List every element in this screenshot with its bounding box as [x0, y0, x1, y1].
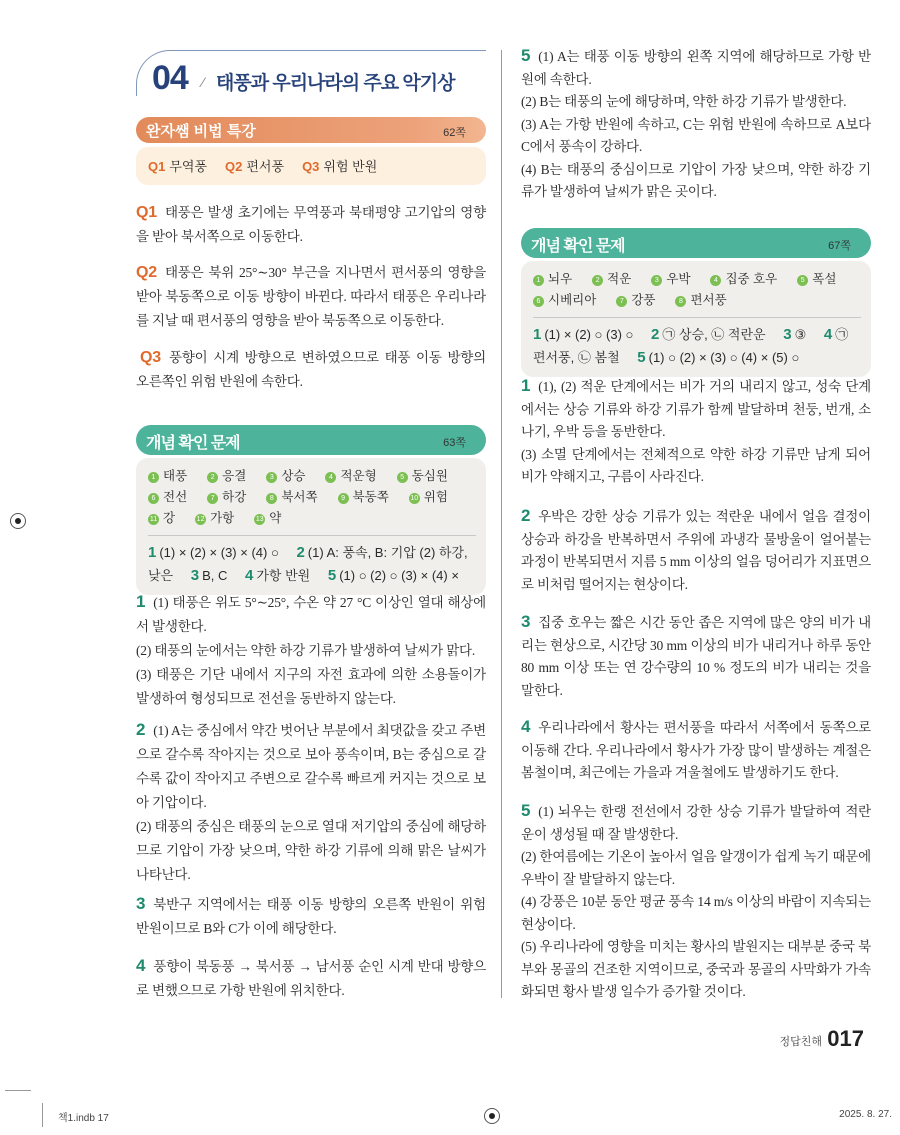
number-badge-icon: 2 — [592, 275, 603, 286]
keyword-item — [533, 290, 596, 311]
explanation-text: (3) A는 가항 반원에 속하고, C는 위험 반원에 속하므로 A보다 C에서 풍속이 강하다. — [521, 116, 871, 154]
explanation-block — [521, 376, 871, 489]
divider — [533, 317, 861, 318]
answer-number: 3 — [190, 567, 200, 584]
explanation-text: (3) 소멸 단계에서는 전체적으로 약한 하강 기류만 남게 되어 비가 약해지고, 구름이 사라진다. — [521, 446, 871, 484]
number-badge-icon: 4 — [710, 275, 721, 286]
keyword-text: 편서풍 — [690, 293, 727, 307]
keyword-list — [148, 466, 476, 529]
explanation-paragraph — [136, 663, 486, 711]
explanation-text: (2) 태풍의 눈에서는 약한 하강 기류가 발생하여 날씨가 맑다. — [136, 643, 476, 658]
answer-text: 무역풍 — [169, 159, 208, 174]
keyword-text: 뇌우 — [548, 272, 573, 286]
explanation-text: 집중 호우는 짧은 시간 동안 좁은 지역에 많은 양의 비가 내리는 현상으로, 시간당 30 mm 이상의 비가 내리거나 하루 동안 80 mm 이상 또는 연 강수량의 10 % 정도의 비가 내리는 것을 말한다. — [521, 615, 871, 698]
explanation-number: 2 — [136, 720, 146, 739]
explanation-paragraph — [521, 612, 871, 702]
keyword-text: 집중 호우 — [725, 272, 778, 286]
special-explanation — [136, 346, 486, 394]
concept-check-body — [136, 458, 486, 595]
concept-check-page: 67쪽 — [828, 240, 851, 252]
keyword-text: 북동쪽 — [352, 490, 389, 504]
number-badge-icon: 12 — [196, 516, 205, 523]
answer-item — [328, 568, 459, 583]
concept-check-box-67 — [521, 228, 871, 377]
explanation-number: 3 — [521, 612, 531, 631]
explanation-text: 북반구 지역에서는 태풍 이동 방향의 오른쪽 반원이 위험 반원이므로 B와 C가 이에 해당한다. — [136, 897, 486, 936]
answer-item — [637, 350, 799, 365]
answer-number: 4 — [245, 567, 254, 584]
explanation-text: (1) 뇌우는 한랭 전선에서 강한 상승 기류가 발달하여 적란운이 생성될 때 잘 발생한다. — [521, 804, 871, 842]
keyword-text: 태풍 — [163, 469, 188, 483]
keyword-text: 약 — [269, 511, 282, 525]
explanation-text: (3) 태풍은 기단 내에서 지구의 자전 효과에 의한 소용돌이가 발생하여 형성되므로 전선을 동반하지 않는다. — [136, 667, 486, 706]
keyword-item — [616, 290, 655, 311]
answer-text: ③ — [794, 327, 807, 342]
page-number: 017 — [827, 1026, 864, 1051]
keyword-item — [207, 487, 246, 508]
number-badge-icon: 6 — [533, 296, 544, 307]
explanation-text: 풍향이 북동풍 → 북서풍 → 남서풍 순인 시계 반대 방향으로 변했으므로 가항 반원에 위치한다. — [136, 959, 486, 998]
explanation-block — [136, 719, 486, 887]
special-lecture-answers — [136, 147, 486, 185]
explanation-number: 3 — [136, 894, 146, 913]
keyword-item — [325, 466, 376, 487]
answer-number: 4 — [823, 326, 833, 343]
keyword-item — [797, 269, 836, 290]
keyword-text: 상승 — [281, 469, 306, 483]
number-badge-icon: 3 — [651, 275, 662, 286]
number-badge-icon: 11 — [149, 516, 158, 523]
answer-number: 3 — [783, 326, 792, 343]
explanation-paragraph — [521, 114, 871, 159]
answer-text: ㉠ 편서풍, ㉡ 봄철 — [533, 327, 849, 365]
number-badge-icon: 5 — [797, 275, 808, 286]
concept-check-body — [521, 261, 871, 377]
keyword-item — [397, 466, 448, 487]
explanation-block — [136, 955, 486, 1003]
explanation-text: (2) 한여름에는 기온이 높아서 얼음 알갱이가 쉽게 녹기 때문에 우박이 잘 발달하지 않는다. — [521, 849, 871, 887]
question-label: Q2 — [136, 264, 157, 281]
keyword-list — [533, 269, 861, 311]
keyword-text: 북서쪽 — [281, 490, 318, 504]
concept-check-title: 개념 확인 문제 — [146, 435, 240, 452]
print-date: 2025. 8. 27. — [839, 1109, 892, 1120]
number-badge-icon: 2 — [207, 472, 218, 483]
explanation-paragraph — [521, 936, 871, 1004]
explanation-text: 우박은 강한 상승 기류가 있는 적란운 내에서 얼음 결정이 상승과 하강을 반복하면서 주위에 과냉각 물방울이 얼어붙는 과정이 반복되면서 지름 5 mm 이상의 얼음 덩어리가 지표면으로 비처럼 떨어지는 현상이다. — [521, 509, 871, 592]
chapter-title: 태풍과 우리나라의 주요 악기상 — [216, 73, 455, 94]
explanation-block — [521, 612, 871, 702]
concept-check-page: 63쪽 — [443, 437, 466, 449]
number-badge-icon: 8 — [675, 296, 686, 307]
answer-item — [651, 327, 766, 342]
answer-item — [245, 568, 310, 583]
number-badge-icon: 13 — [255, 516, 264, 523]
explanation-block — [136, 591, 486, 711]
keyword-text: 강 — [163, 511, 176, 525]
chapter-slash: ⁄ — [202, 74, 205, 90]
keyword-item — [266, 466, 305, 487]
number-badge-icon: 3 — [266, 472, 277, 483]
page-footer-label: 정답친해 — [779, 1036, 822, 1048]
registration-mark-icon — [10, 513, 26, 529]
number-badge-icon: 7 — [207, 493, 218, 504]
keyword-item — [148, 466, 187, 487]
keyword-text: 폭설 — [812, 272, 837, 286]
explanation-number: 1 — [521, 376, 531, 395]
answer-number: 1 — [148, 544, 157, 561]
keyword-text: 동심원 — [411, 469, 448, 483]
explanation-paragraph — [521, 717, 871, 785]
explanation-text: 태풍은 북위 25°∼30° 부근을 지나면서 편서풍의 영향을 받아 북동쪽으로 이동 방향이 바뀐다. 따라서 태풍은 우리나라를 지날 때 편서풍의 영향을 받아 북동쪽으로 이동한다. — [136, 265, 486, 328]
explanation-paragraph — [521, 159, 871, 204]
number-badge-icon: 1 — [533, 275, 544, 286]
explanation-number: 5 — [521, 46, 531, 65]
explanation-paragraph — [136, 639, 486, 663]
keyword-item — [266, 487, 317, 508]
answer-text: 위험 반원 — [323, 159, 378, 174]
answer-item — [148, 545, 279, 560]
keyword-item — [207, 466, 246, 487]
explanation-block — [521, 801, 871, 1004]
keyword-text: 하강 — [222, 490, 247, 504]
explanation-paragraph — [521, 46, 871, 91]
keyword-item — [409, 487, 448, 508]
answer-number: 2 — [651, 326, 660, 343]
explanation-paragraph — [521, 891, 871, 936]
concept-check-title: 개념 확인 문제 — [531, 238, 625, 255]
special-explanation — [136, 201, 486, 249]
question-label: Q3 — [140, 349, 161, 366]
answer-text: (1) A: 풍속, B: 기압 (2) 하강, 낮은 — [148, 545, 468, 583]
keyword-text: 적운 — [607, 272, 632, 286]
explanation-text: (1), (2) 적운 단계에서는 비가 거의 내리지 않고, 성숙 단계에서는 상승 기류와 하강 기류가 함께 발달하며 천둥, 번개, 소나기, 우박 등을 동반한다. — [521, 379, 871, 439]
keyword-text: 가항 — [210, 511, 235, 525]
explanation-text: (2) 태풍의 중심은 태풍의 눈으로 열대 저기압의 중심에 해당하므로 기압이 가장 낮으며, 약한 하강 기류에 의해 맑은 날씨가 나타난다. — [136, 819, 486, 882]
keyword-item — [254, 508, 281, 529]
explanation-block — [136, 893, 486, 941]
keyword-text: 우박 — [666, 272, 691, 286]
explanation-text: (2) B는 태풍의 눈에 해당하며, 약한 하강 기류가 발생한다. — [521, 94, 847, 109]
special-lecture-header — [136, 117, 486, 143]
keyword-item — [675, 290, 726, 311]
explanation-number: 4 — [136, 956, 146, 975]
explanation-paragraph — [136, 719, 486, 815]
special-explanation — [136, 261, 486, 333]
explanation-paragraph — [136, 955, 486, 1003]
answer-number: 2 — [296, 544, 305, 561]
special-lecture-box — [136, 117, 486, 185]
number-badge-icon: 8 — [266, 493, 277, 504]
answer-number: 5 — [637, 349, 646, 366]
divider — [148, 535, 476, 536]
answer-text: B, C — [202, 568, 228, 583]
number-badge-icon: 1 — [148, 472, 159, 483]
answer-text: (1) × (2) ○ (3) ○ — [544, 327, 634, 342]
explanation-paragraph — [521, 444, 871, 489]
question-label: Q1 — [136, 204, 157, 221]
crop-mark — [5, 1090, 31, 1091]
explanation-text: (1) A는 중심에서 약간 벗어난 부분에서 최댓값을 갖고 주변으로 갈수록 작아지는 것으로 보아 풍속이며, B는 중심으로 갈수록 값이 작아지고 주변으로 갈수록 빠르게 커지는 것으로 보아 기압이다. — [136, 723, 486, 810]
explanation-number: 1 — [136, 592, 146, 611]
crop-mark — [42, 1103, 43, 1127]
explanation-paragraph — [521, 506, 871, 596]
answer-text: 편서풍 — [246, 159, 285, 174]
keyword-item — [533, 269, 572, 290]
explanation-paragraph — [136, 591, 486, 639]
explanation-paragraph — [521, 376, 871, 444]
explanation-block — [521, 46, 871, 204]
explanation-text: (5) 우리나라에 영향을 미치는 황사의 발원지는 대부분 중국 북부와 몽골의 건조한 지역이므로, 중국과 몽골의 사막화가 가속화되면 황사 발생 일수가 증가할 것이다. — [521, 939, 871, 999]
keyword-item — [195, 508, 234, 529]
explanation-text: (1) A는 태풍 이동 방향의 왼쪽 지역에 해당하므로 가항 반원에 속한다. — [521, 49, 871, 87]
explanation-block — [521, 506, 871, 596]
keyword-item — [651, 269, 690, 290]
special-lecture-title: 완자쌤 비법 특강 — [146, 123, 256, 140]
number-badge-icon: 5 — [397, 472, 408, 483]
chapter-header — [136, 50, 486, 96]
answer-list — [533, 323, 861, 369]
keyword-item — [710, 269, 777, 290]
explanation-number: 4 — [521, 717, 531, 736]
number-badge-icon: 9 — [338, 493, 349, 504]
answer-number: 1 — [533, 326, 542, 343]
registration-mark-icon — [484, 1108, 500, 1124]
explanation-text: (4) B는 태풍의 중심이므로 기압이 가장 낮으며, 약한 하강 기류가 발생하여 날씨가 맑은 곳이다. — [521, 161, 871, 199]
answer-text: ㉠ 상승, ㉡ 적란운 — [662, 327, 766, 342]
number-badge-icon: 6 — [148, 493, 159, 504]
answer-list — [148, 541, 476, 587]
explanation-paragraph — [521, 91, 871, 114]
explanation-paragraph — [136, 893, 486, 941]
explanation-text: 우리나라에서 황사는 편서풍을 따라서 서쪽에서 동쪽으로 이동해 간다. 우리나라에서 황사가 가장 많이 발생하는 계절은 봄철이며, 최근에는 가을과 겨울철에도 발생하기도 한다. — [521, 720, 871, 780]
keyword-item — [148, 508, 175, 529]
column-divider — [501, 50, 502, 998]
explanation-paragraph — [521, 846, 871, 891]
keyword-text: 적운형 — [340, 469, 377, 483]
special-lecture-page: 62쪽 — [443, 127, 466, 139]
keyword-text: 강풍 — [631, 293, 656, 307]
keyword-text: 전선 — [163, 490, 188, 504]
explanation-paragraph — [521, 801, 871, 846]
explanation-number: 2 — [521, 506, 531, 525]
keyword-item — [592, 269, 631, 290]
explanation-text: 태풍은 발생 초기에는 무역풍과 북태평양 고기압의 영향을 받아 북서쪽으로 이동한다. — [136, 205, 486, 244]
number-badge-icon: 10 — [410, 495, 419, 502]
keyword-item — [148, 487, 187, 508]
keyword-text: 시베리아 — [548, 293, 597, 307]
explanation-text: (4) 강풍은 10분 동안 평균 풍속 14 m/s 이상의 바람이 지속되는 현상이다. — [521, 894, 871, 932]
chapter-number: 04 — [152, 59, 188, 97]
number-badge-icon: 7 — [616, 296, 627, 307]
explanation-paragraph — [136, 815, 486, 887]
explanation-block — [521, 717, 871, 785]
concept-check-header — [521, 228, 871, 258]
question-label: Q1 — [148, 159, 166, 174]
number-badge-icon: 4 — [325, 472, 336, 483]
answer-number: 5 — [327, 567, 337, 584]
answer-item — [533, 327, 633, 342]
print-file-name: 책1.indb 17 — [58, 1113, 109, 1124]
explanation-text: (1) 태풍은 위도 5°∼25°, 수온 약 27 °C 이상인 열대 해상에서 발생한다. — [136, 595, 486, 634]
explanation-number: 5 — [521, 801, 531, 820]
keyword-text: 응결 — [222, 469, 247, 483]
answer-text: 가항 반원 — [256, 568, 311, 583]
answer-item — [783, 327, 806, 342]
keyword-item — [338, 487, 389, 508]
question-label: Q2 — [225, 159, 243, 174]
keyword-text: 위험 — [423, 490, 448, 504]
concept-check-header — [136, 425, 486, 455]
answer-text: (1) ○ (2) ○ (3) × (4) × — [339, 568, 459, 583]
answer-item — [191, 568, 228, 583]
answer-text: (1) × (2) × (3) × (4) ○ — [159, 545, 279, 560]
concept-check-box-63 — [136, 425, 486, 595]
explanation-text: 풍향이 시계 방향으로 변하였으므로 태풍 이동 방향의 오른쪽인 위험 반원에 속한다. — [136, 350, 486, 389]
answer-text: (1) ○ (2) × (3) ○ (4) × (5) ○ — [648, 350, 800, 365]
question-label: Q3 — [302, 159, 320, 174]
